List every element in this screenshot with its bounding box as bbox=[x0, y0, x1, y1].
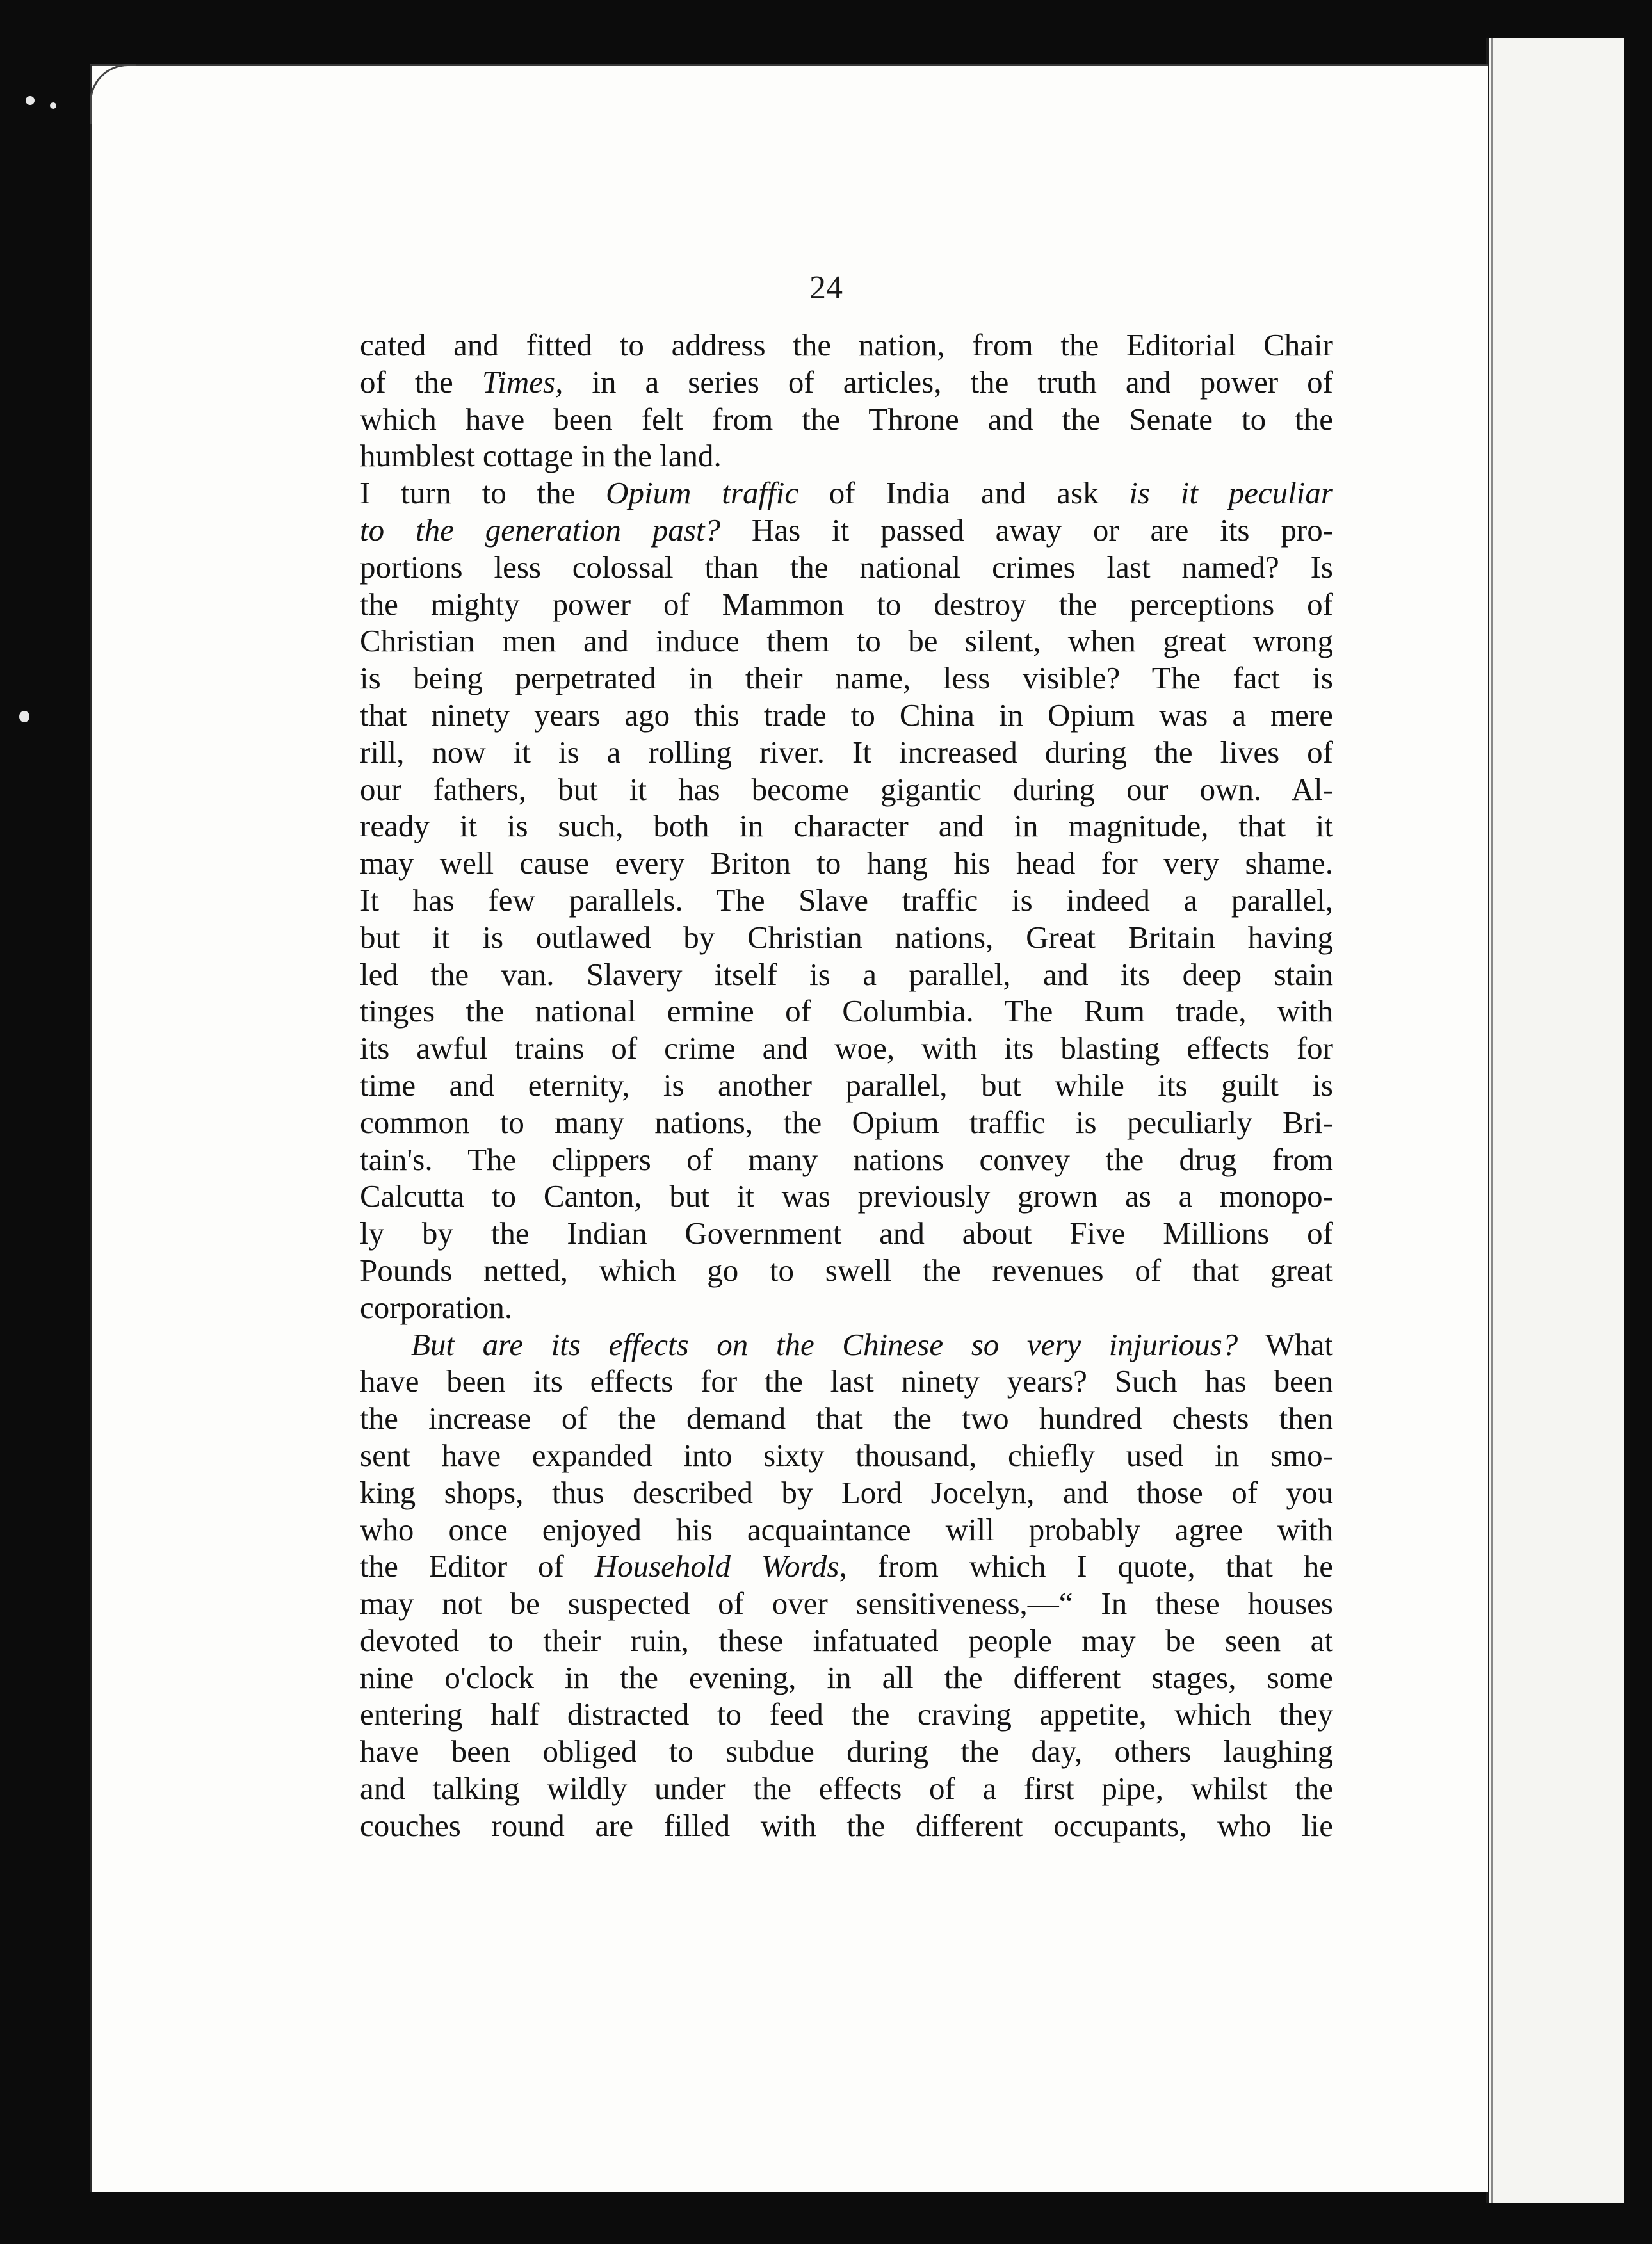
text-run: ready it is such, both in character and in magnitude, that it bbox=[360, 808, 1333, 844]
text-line bbox=[360, 808, 1333, 845]
text-line bbox=[360, 1067, 1333, 1104]
text-run: from which I quote, that he bbox=[846, 1549, 1333, 1584]
text-line bbox=[360, 1104, 1333, 1141]
text-run: entering half distracted to feed the craving appetite, which they bbox=[360, 1696, 1333, 1732]
text-line bbox=[360, 660, 1333, 697]
text-run: the increase of the demand that the two hundred chests then bbox=[360, 1401, 1333, 1436]
text-run: in a series of articles, the truth and power of bbox=[563, 364, 1333, 400]
text-run: which have been felt from the Throne and the Senate to the bbox=[360, 401, 1333, 437]
text-run: tinges the national ermine of Columbia. The Rum trade, with bbox=[360, 993, 1333, 1029]
text-line bbox=[360, 364, 1333, 401]
italic-text: is it peculiar bbox=[1129, 475, 1333, 511]
text-run: its awful trains of crime and woe, with its blasting effects for bbox=[360, 1030, 1333, 1066]
text-line bbox=[360, 845, 1333, 882]
text-run: who once enjoyed his acquaintance will probably agree with bbox=[360, 1511, 1333, 1547]
text-line bbox=[360, 697, 1333, 734]
text-run: but it is outlawed by Christian nations, Great Britain having bbox=[360, 919, 1333, 955]
text-run: the Editor of bbox=[360, 1549, 595, 1584]
text-run: corporation. bbox=[360, 1289, 513, 1325]
text-run: devoted to their ruin, these infatuated people may be seen at bbox=[360, 1622, 1333, 1658]
text-line bbox=[360, 1474, 1333, 1511]
text-run: our fathers, but it has become gigantic during our own. Al- bbox=[360, 771, 1333, 807]
text-line bbox=[360, 993, 1333, 1030]
text-run: ly by the Indian Government and about Five Millions of bbox=[360, 1216, 1333, 1251]
text-run: Christian men and induce them to be silent, when great wrong bbox=[360, 623, 1333, 659]
text-line bbox=[360, 1141, 1333, 1178]
text-run: led the van. Slavery itself is a parallel, and its deep stain bbox=[360, 956, 1333, 992]
text-run: may well cause every Briton to hang his head for very shame. bbox=[360, 845, 1333, 881]
text-run: cated and fitted to address the nation, from the Editorial Chair bbox=[360, 327, 1333, 362]
text-run: of India and ask bbox=[798, 475, 1130, 511]
text-run: king shops, thus described by Lord Jocelyn, and those of you bbox=[360, 1474, 1333, 1510]
italic-text: Household Words, bbox=[594, 1549, 847, 1584]
text-run: It has few parallels. The Slave traffic is indeed a parallel, bbox=[360, 882, 1333, 918]
text-line bbox=[360, 1807, 1333, 1844]
text-run: have been obliged to subdue during the day, others laughing bbox=[360, 1734, 1333, 1769]
text-line bbox=[360, 549, 1333, 586]
text-run: that ninety years ago this trade to China in Opium was a mere bbox=[360, 697, 1333, 733]
text-run: tain's. The clippers of many nations convey the drug from bbox=[360, 1141, 1333, 1177]
facing-page-edge bbox=[1486, 38, 1624, 2203]
text-line bbox=[360, 1252, 1333, 1289]
italic-text: Opium traffic bbox=[606, 475, 799, 511]
text-line bbox=[360, 1215, 1333, 1252]
text-line bbox=[360, 512, 1333, 549]
page-fold-line bbox=[1491, 38, 1493, 2203]
italic-text: But are its effects on the Chinese so very injurious? bbox=[411, 1326, 1238, 1362]
text-line bbox=[360, 1511, 1333, 1549]
text-line bbox=[360, 734, 1333, 771]
text-line bbox=[360, 437, 1333, 475]
body-text bbox=[360, 327, 1333, 1844]
text-line bbox=[360, 882, 1333, 919]
text-run: may not be suspected of over sensitiveness,—“ In these houses bbox=[360, 1586, 1333, 1622]
text-line bbox=[360, 622, 1333, 660]
italic-text: to the generation past? bbox=[360, 512, 721, 548]
text-run: common to many nations, the Opium traffic is peculiarly Bri- bbox=[360, 1104, 1333, 1140]
text-run: humblest cottage in the land. bbox=[360, 438, 722, 474]
text-line bbox=[360, 1289, 1333, 1326]
text-line bbox=[360, 771, 1333, 808]
text-run: sent have expanded into sixty thousand, chiefly used in smo- bbox=[360, 1437, 1333, 1473]
text-run: is being perpetrated in their name, less visible? The fact is bbox=[360, 660, 1333, 696]
text-run: the mighty power of Mammon to destroy the perceptions of bbox=[360, 586, 1333, 622]
text-run: of the bbox=[360, 364, 482, 400]
text-line bbox=[360, 956, 1333, 993]
text-line bbox=[360, 475, 1333, 512]
text-run: couches round are filled with the different occupants, who lie bbox=[360, 1807, 1333, 1843]
text-run: have been its effects for the last ninety years? Such has been bbox=[360, 1363, 1333, 1399]
text-line bbox=[360, 1696, 1333, 1733]
text-run: Pounds netted, which go to swell the revenues of that great bbox=[360, 1252, 1333, 1288]
text-line bbox=[360, 919, 1333, 956]
text-line bbox=[360, 1400, 1333, 1437]
page-number: 24 bbox=[809, 270, 843, 306]
text-line bbox=[360, 1548, 1333, 1585]
text-run: portions less colossal than the national crimes last named? Is bbox=[360, 549, 1333, 585]
left-margin-speck bbox=[26, 96, 35, 105]
text-run: rill, now it is a rolling river. It increased during the lives of bbox=[360, 734, 1333, 770]
text-line bbox=[360, 1363, 1333, 1400]
text-line bbox=[360, 1178, 1333, 1215]
left-margin-speck bbox=[50, 102, 56, 109]
text-run: Has it passed away or are its pro- bbox=[720, 512, 1334, 548]
text-run: Calcutta to Canton, but it was previously grown as a monopo- bbox=[360, 1178, 1333, 1214]
italic-text: Times, bbox=[482, 364, 563, 400]
text-run: and talking wildly under the effects of a first pipe, whilst the bbox=[360, 1771, 1333, 1807]
left-margin-speck bbox=[19, 711, 29, 722]
text-line bbox=[360, 1437, 1333, 1474]
text-line bbox=[360, 1622, 1333, 1659]
text-run: I turn to the bbox=[360, 475, 606, 511]
text-run: What bbox=[1238, 1326, 1333, 1362]
text-line bbox=[360, 401, 1333, 438]
text-line bbox=[360, 1326, 1333, 1363]
text-line bbox=[360, 1585, 1333, 1622]
text-line bbox=[360, 1770, 1333, 1807]
text-line bbox=[360, 327, 1333, 364]
text-line bbox=[360, 586, 1333, 623]
text-run: time and eternity, is another parallel, but while its guilt is bbox=[360, 1067, 1333, 1103]
text-line bbox=[360, 1030, 1333, 1067]
text-run: nine o'clock in the evening, in all the different stages, some bbox=[360, 1659, 1333, 1695]
text-line bbox=[360, 1659, 1333, 1696]
text-line bbox=[360, 1733, 1333, 1770]
